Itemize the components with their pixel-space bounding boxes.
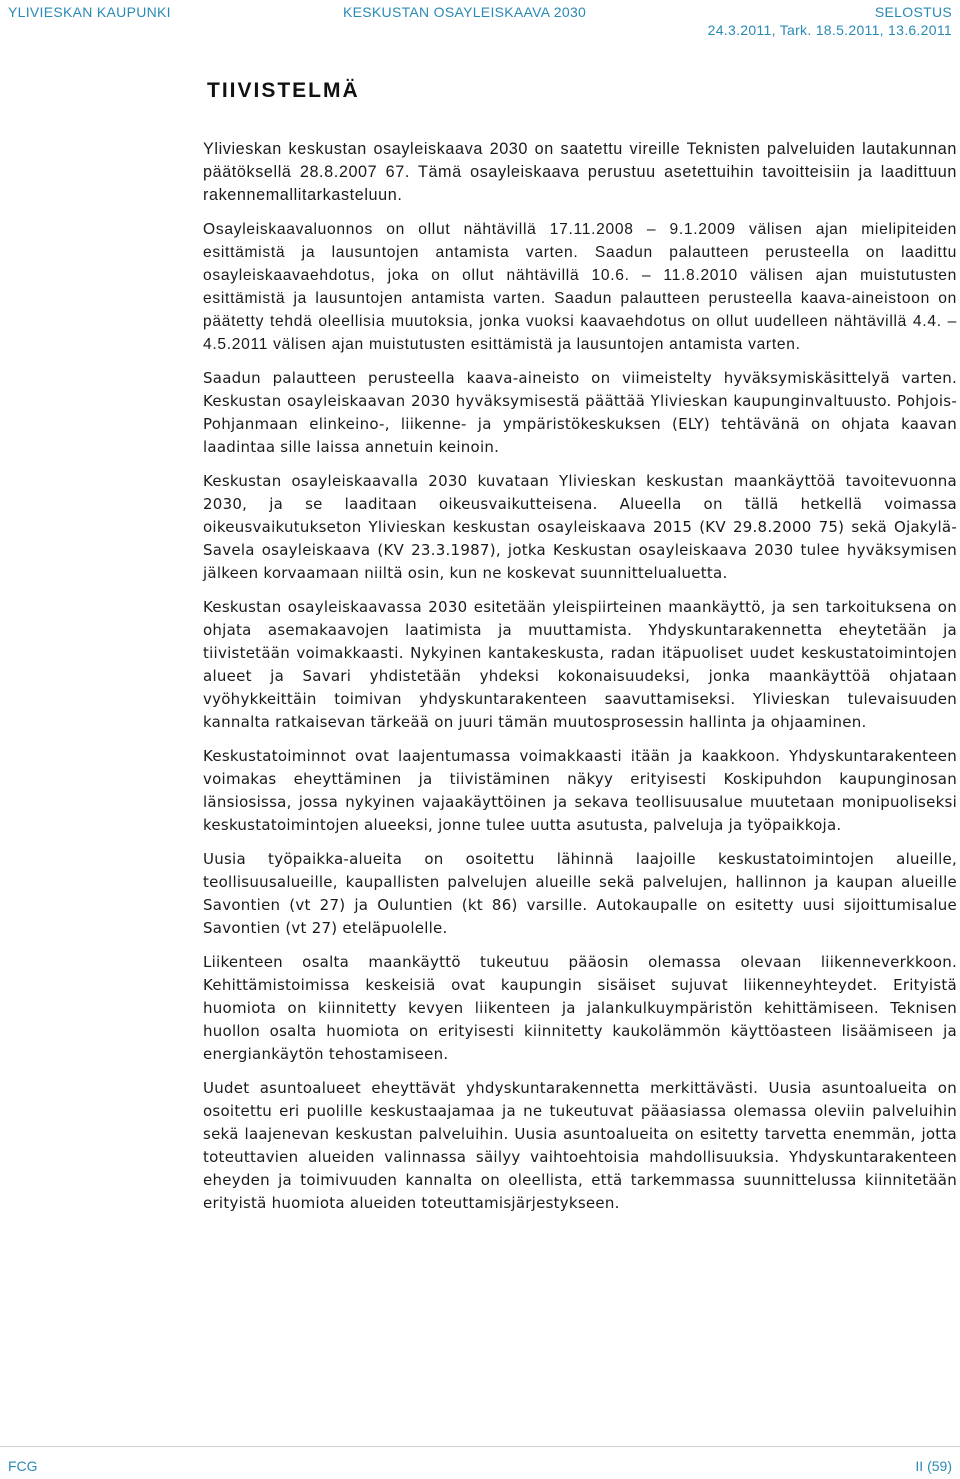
footer-page-number: II (59) [915,1458,952,1474]
header-document-type: SELOSTUS [874,4,952,20]
paragraph-central-functions: Keskustatoiminnot ovat laajentumassa voimakkaasti itään ja kaakkoon. Yhdyskuntarakenteen voimakas eheyttäminen ja tiivistäminen näkyy erityisesti Koskipuhdon kaupunginosan länsiosissa, jossa nykyinen vajaakäyttöinen ja sekava teollisuusalue muutetaan monipuoliseksi keskustatoimintojen alueeksi, jonne tulee uutta asutusta, palveluja ja työpaikkoja. [203,747,957,834]
paragraph-workplace-areas: Uusia työpaikka-alueita on osoitettu lähinnä laajoille keskustatoimintojen alueille, teollisuusalueille, kaupallisten palvelujen alueille sekä palvelujen, hallinnon ja kaupan alueille Savontien (vt 27) ja Ouluntien (kt 86) varsille. Autokaupalle on esitetty uusi sijoittumisalue Savontien (vt 27) eteläpuolelle. [203,850,957,937]
page-title: TIIVISTELMÄ [207,79,360,102]
paragraph-public-display: Osayleiskaavaluonnos on ollut nähtävillä 17.11.2008 – 9.1.2009 välisen ajan mielipiteiden esittämistä ja lausuntojen antamista varten. Saadun palautteen perusteella on laadittu osayleiskaavaehdotus, joka on ollut nähtävillä 10.6. – 11.8.2010 välisen ajan muistutusten esittämistä ja lausuntojen antamista varten. Saadun palautteen perusteella kaava-aineistoon on päätetty tehdä oleellisia muutoksia, jonka vuoksi kaavaehdotus on ollut uudelleen nähtävillä 4.4. – 4.5.2011 välisen ajan muistutusten esittämistä ja lausuntojen antamista varten. [203,221,957,353]
paragraph-land-use: Keskustan osayleiskaavassa 2030 esitetään yleispiirteinen maankäyttö, ja sen tarkoituksena on ohjata asemakaavojen laatimista ja muuttamista. Yhdyskuntarakennetta eheytetään ja tiivistetään voimakkaasti. Nykyinen kantakeskusta, radan itäpuoliset uudet keskustatoimintojen alueet ja Savari yhdistetään yhdeksi kokonaisuudeksi, jonka maankäyttöä ohjataan vyöhykkeittäin toimivan yhdyskuntarakenteen saavuttamiseksi. Ylivieskan tulevaisuuden kannalta ratkaisevan tärkeää on juuri tämän muutosprosessin hallinta ja ohjaaminen. [203,598,957,731]
footer-divider [0,1446,960,1447]
paragraph-initiation: Ylivieskan keskustan osayleiskaava 2030 on saatettu vireille Teknisten palveluiden lautakunnan päätöksellä 28.8.2007 67. Tämä osayleiskaava perustuu asetettuihin tavoitteisiin ja laadittuun rakennemallitarkasteluun. [203,140,957,204]
page-header [0,0,960,44]
header-organization: YLIVIESKAN KAUPUNKI [8,4,171,20]
header-document-title: KESKUSTAN OSAYLEISKAAVA 2030 [343,4,587,20]
paragraph-purpose: Keskustan osayleiskaavalla 2030 kuvataan Ylivieskan keskustan maankäyttöä tavoitevuonna 2030, ja se laaditaan oikeusvaikutteisena. Alueella on tällä hetkellä voimassa oikeusvaikutukseton Ylivieskan keskustan osayleiskaava 2015 (KV 29.8.2000 75) sekä Ojakylä-Savela osayleiskaava (KV 23.3.1987), jotka Keskustan osayleiskaava 2030 tulee hyväksymisen jälkeen korvaamaan niiltä osin, kun ne koskevat suunnittelualuetta. [203,472,957,582]
paragraph-traffic: Liikenteen osalta maankäyttö tukeutuu pääosin olemassa olevaan liikenneverkkoon. Kehittämistoimissa keskeisiä ovat kaupungin sisäiset sujuvat liikenneyhteydet. Erityistä huomiota on kiinnitetty kevyen liikenteen ja jalankulkuympäristön kehittämiseen. Teknisen huollon osalta huomiota on erityisesti kiinnitetty kaukolämmön käyttöasteen lisäämiseen ja energiankäytön tehostamiseen. [203,953,957,1063]
paragraph-residential-areas: Uudet asuntoalueet eheyttävät yhdyskuntarakennetta merkittävästi. Uusia asuntoalueita on osoitettu eri puolille keskustaajamaa ja ne tukeutuvat pääasiassa olemassa oleviin palveluihin sekä laajenevan keskustan palveluihin. Uusia asuntoalueita on esitetty tarvetta enemmän, jotta toteuttavien alueiden valinnassa säilyy vaihtoehtoisia mahdollisuuksia. Yhdyskuntarakenteen eheyden ja toimivuuden kannalta on oleellista, että tarkemmassa suunnittelussa kiinnitetään erityistä huomiota alueiden toteuttamisjärjestykseen. [203,1079,957,1212]
summary-body [203,138,957,1226]
header-dates: 24.3.2011, Tark. 18.5.2011, 13.6.2011 [707,22,952,38]
footer-company: FCG [8,1458,38,1474]
paragraph-approval: Saadun palautteen perusteella kaava-aineisto on viimeistelty hyväksymiskäsittelyä varten. Keskustan osayleiskaavan 2030 hyväksymisestä päättää Ylivieskan kaupunginvaltuusto. Pohjois-Pohjanmaan elinkeino-, liikenne- ja ympäristökeskuksen (ELY) tehtävänä on ohjata kaavan laadintaa sille laissa annetuin keinoin. [203,369,957,456]
